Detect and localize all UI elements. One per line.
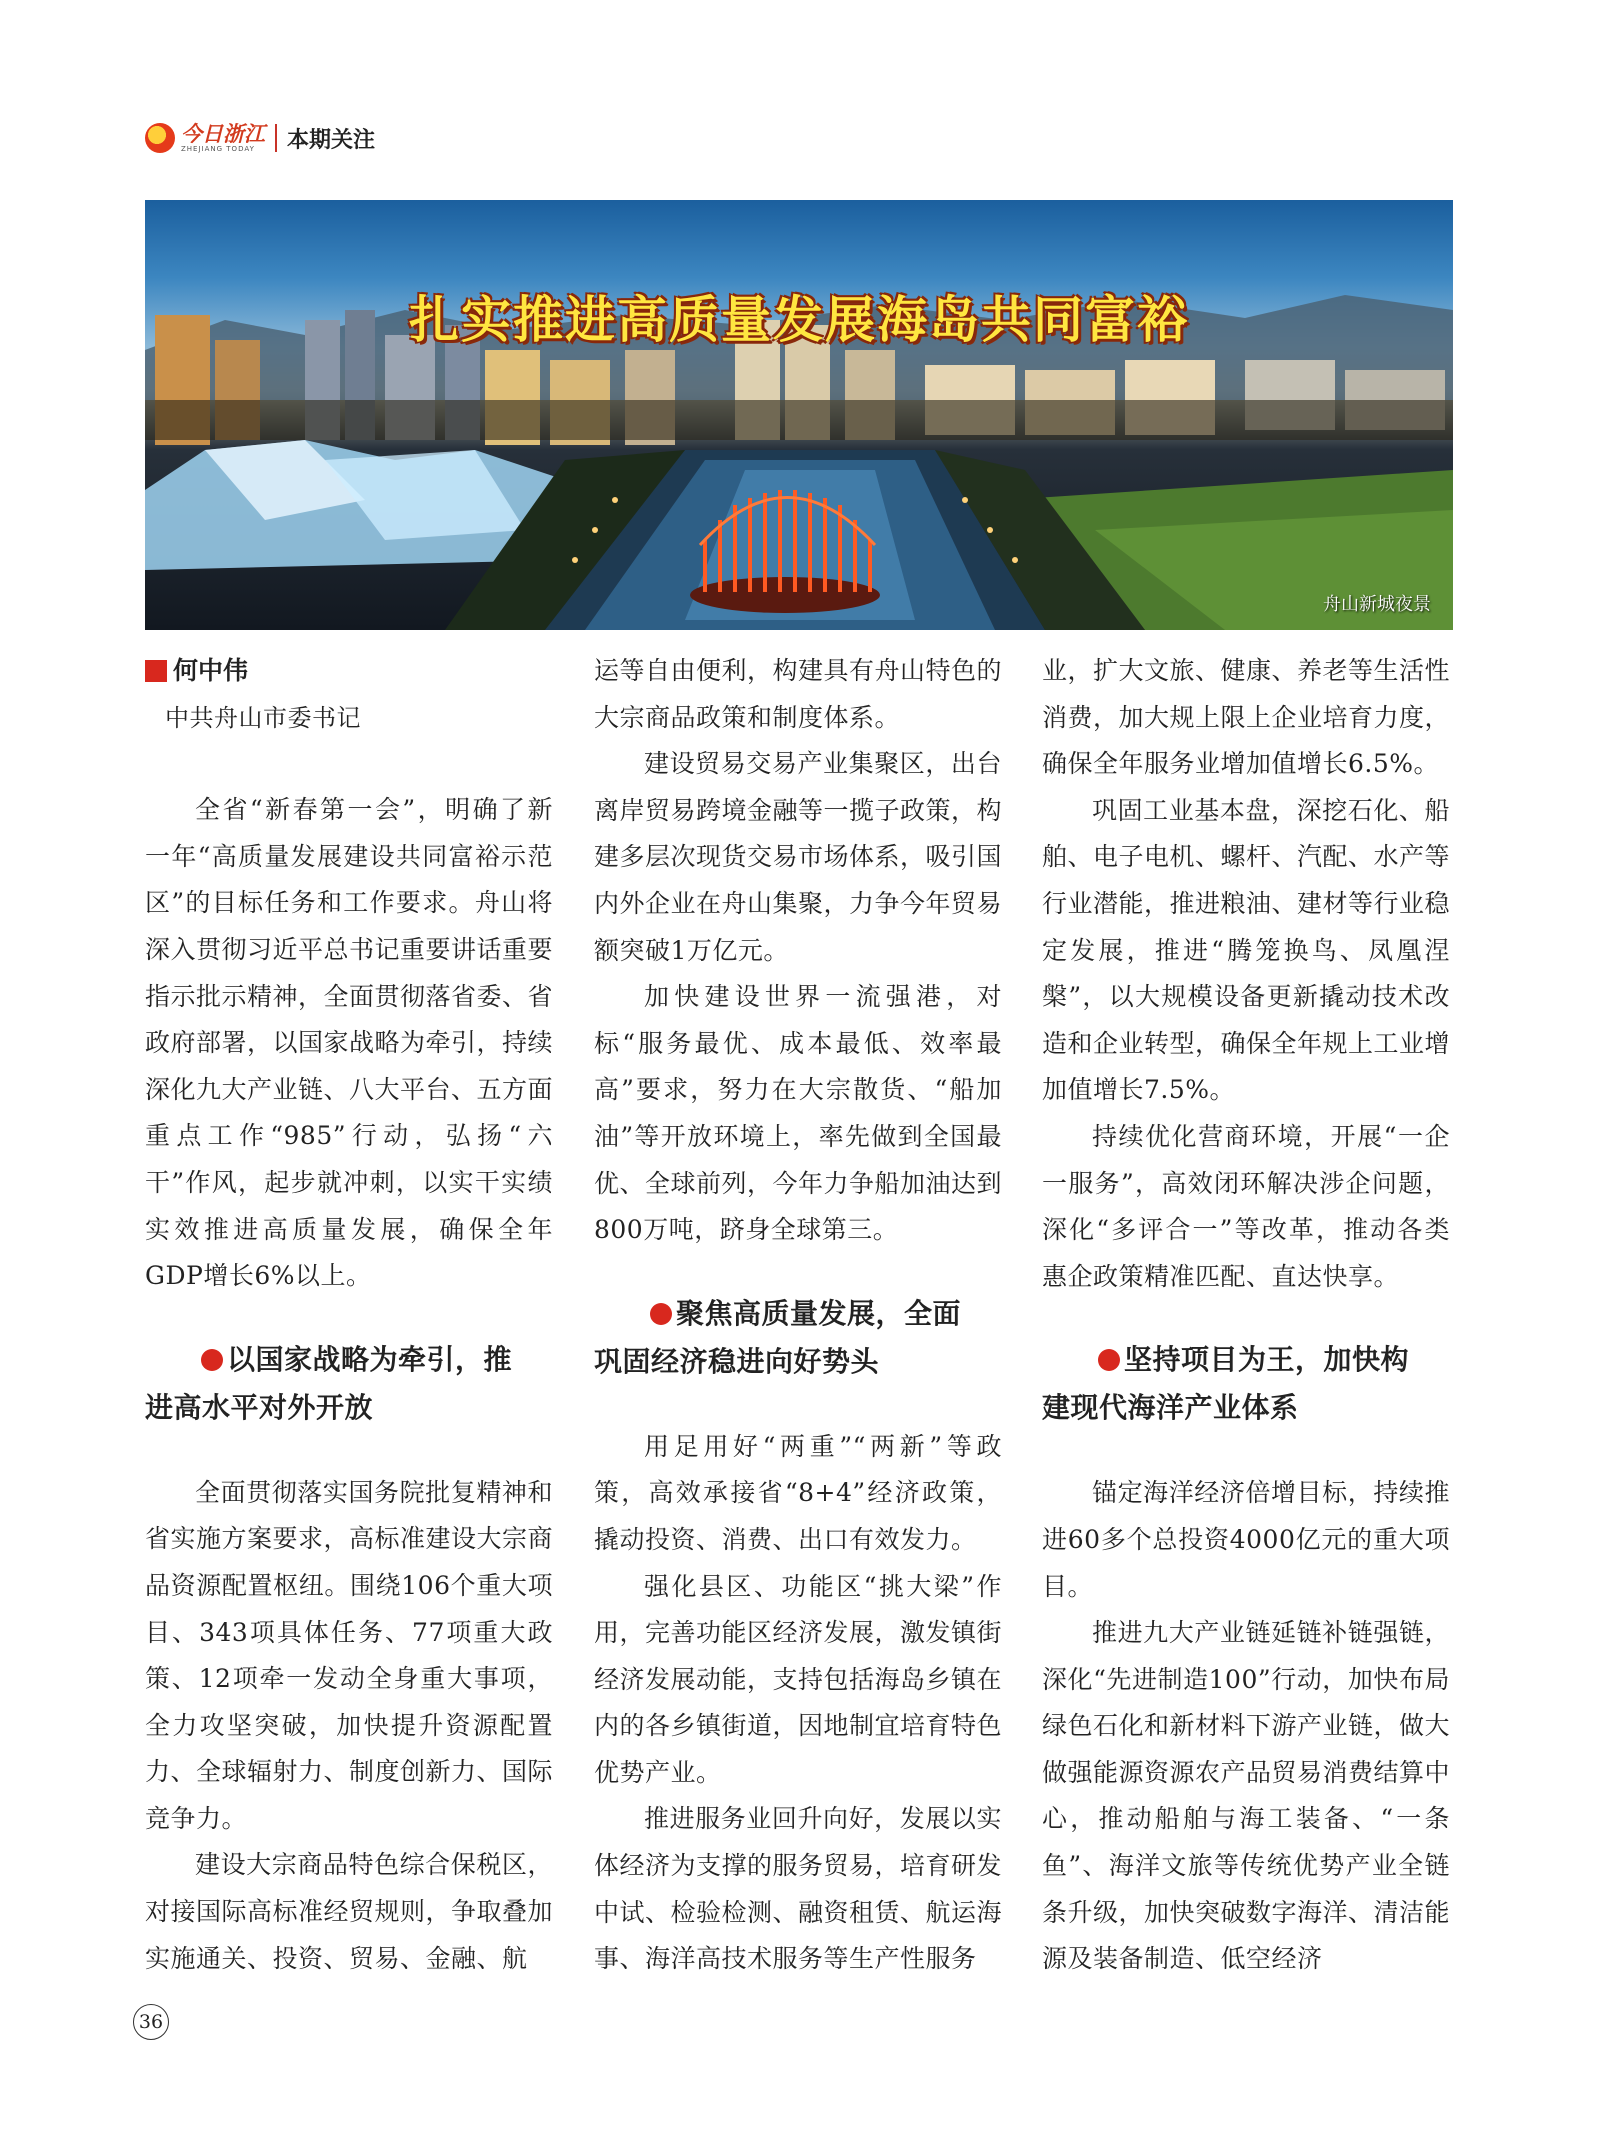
- paragraph: 加快建设世界一流强港，对标“服务最优、成本最低、效率最高”要求，努力在大宗散货、“船加油”等开放环境上，率先做到全国最优、全球前列，今年力争船加油达到800万吨，跻身全球第三。: [594, 982, 1003, 1245]
- subheading-2-line-2: 巩固经济稳进向好势头: [594, 1344, 880, 1378]
- paragraph: 锚定海洋经济倍增目标，持续推进60多个总投资4000亿元的重大项目。: [1042, 1478, 1450, 1601]
- paragraph: 推进服务业回升向好，发展以实体经济为支撑的服务贸易，培育研发中试、检验检测、融资租赁、航运海事、海洋高技术服务等生产性服务: [594, 1804, 1003, 1974]
- paragraph: 推进九大产业链延链补链强链，深化“先进制造100”行动，加快布局绿色石化和新材料下游产业链，做大做强能源资源农产品贸易消费结算中心，推动船舶与海工装备、“一条鱼”、海洋文旅等传统优势产业全链条升级，加快突破数字海洋、清洁能源及装备制造、低空经济: [1042, 1618, 1451, 1974]
- city-night-scene-illustration: [145, 200, 1453, 630]
- paragraph: 运等自由便利，构建具有舟山特色的大宗商品政策和制度体系。: [594, 656, 1003, 732]
- subheading-2: [594, 1290, 1002, 1386]
- subheading-3: [1042, 1336, 1450, 1432]
- red-square-marker-icon: [145, 660, 167, 682]
- paragraph: 强化县区、功能区“挑大梁”作用，完善功能区经济发展，激发镇街经济发展动能，支持包括海岛乡镇在内的各乡镇街道，因地制宜培育特色优势产业。: [594, 1571, 1003, 1787]
- logo-chinese-text: 今日浙江: [181, 121, 265, 146]
- paragraph: 全面贯彻落实国务院批复精神和省实施方案要求，高标准建设大宗商品资源配置枢纽。围绕106个重大项目、343项具体任务、77项重大政策、12项牵一发动全身重大事项，全力攻坚突破，加快提升资源配置力、全球辐射力、制度创新力、国际竞争力。: [145, 1477, 554, 1833]
- paragraph: 用足用好“两重”“两新”等政策，高效承接省“8+4”经济政策，撬动投资、消费、出口有效发力。: [594, 1431, 1002, 1554]
- column-1: [145, 648, 553, 1982]
- author-role: 中共舟山市委书记: [165, 703, 361, 732]
- intro-paragraph: 全省“新春第一会”，明确了新一年“高质量发展建设共同富裕示范区”的目标任务和工作要求。舟山将深入贯彻习近平总书记重要讲话重要指示批示精神，全面贯彻落省委、省政府部署，以国家战略为牵引，持续深化九大产业链、八大平台、五方面重点工作“985”行动，弘扬“六干”作风，起步就冲刺，以实干实绩实效推进高质量发展，确保全年GDP增长6%以上。: [145, 795, 554, 1291]
- subheading-1-line-2: 进高水平对外开放: [145, 1390, 374, 1424]
- subheading-3-line-2: 建现代海洋产业体系: [1042, 1391, 1299, 1425]
- hero-banner-image: [145, 200, 1453, 630]
- spacer: [145, 741, 553, 787]
- subheading-3-line-1: 坚持项目为王，加快构: [1124, 1343, 1410, 1377]
- subheading-1: [145, 1336, 553, 1432]
- column-2: [594, 648, 1002, 1983]
- author-name-line: [145, 648, 553, 695]
- paragraph: 持续优化营商环境，开展“一企一服务”，高效闭环解决涉企问题，深化“多评合一”等改革，推动各类惠企政策精准匹配、直达快享。: [1042, 1121, 1450, 1291]
- spacer: [145, 1432, 553, 1470]
- paragraph: 巩固工业基本盘，深挖石化、船舶、电子电机、螺杆、汽配、水产等行业潜能，推进粮油、建材等行业稳定发展，推进“腾笼换鸟、凤凰涅槃”，以大规模设备更新撬动技术改造和企业转型，确保全年规上工业增加值增长7.5%。: [1042, 795, 1451, 1105]
- page-header: [145, 118, 375, 158]
- spacer: [145, 1300, 553, 1336]
- subheading-2-line-1: 聚焦高质量发展，全面: [676, 1296, 962, 1330]
- hero-caption: 舟山新城夜景: [1323, 594, 1431, 615]
- section-title: 本期关注: [287, 127, 376, 153]
- paragraph: 业，扩大文旅、健康、养老等生活性消费，加大规上限上企业培育力度，确保全年服务业增加值增长6.5%。: [1042, 656, 1451, 779]
- header-divider: [275, 124, 277, 152]
- logo-english-text: ZHEJIANG TODAY: [181, 145, 255, 153]
- magazine-logo: [145, 123, 265, 153]
- page-number: 36: [133, 2004, 169, 2040]
- spacer: [1042, 1432, 1450, 1470]
- red-dot-icon: [1098, 1349, 1120, 1371]
- hero-title: 扎实推进高质量发展海岛共同富裕: [409, 291, 1189, 349]
- author-name: 何中伟: [173, 656, 249, 685]
- spacer: [594, 1386, 1002, 1424]
- logo-sun-icon: [145, 123, 175, 153]
- spacer: [594, 1254, 1002, 1290]
- column-3: [1042, 648, 1450, 1983]
- red-dot-icon: [201, 1349, 223, 1371]
- paragraph: 建设大宗商品特色综合保税区，对接国际高标准经贸规则，争取叠加实施通关、投资、贸易、金融、航: [145, 1850, 554, 1973]
- paragraph: 建设贸易交易产业集聚区，出台离岸贸易跨境金融等一揽子政策，构建多层次现货交易市场体系，吸引国内外企业在舟山集聚，力争今年贸易额突破1万亿元。: [594, 749, 1003, 965]
- spacer: [1042, 1300, 1450, 1336]
- subheading-1-line-1: 以国家战略为牵引，推: [227, 1342, 513, 1376]
- red-dot-icon: [650, 1303, 672, 1325]
